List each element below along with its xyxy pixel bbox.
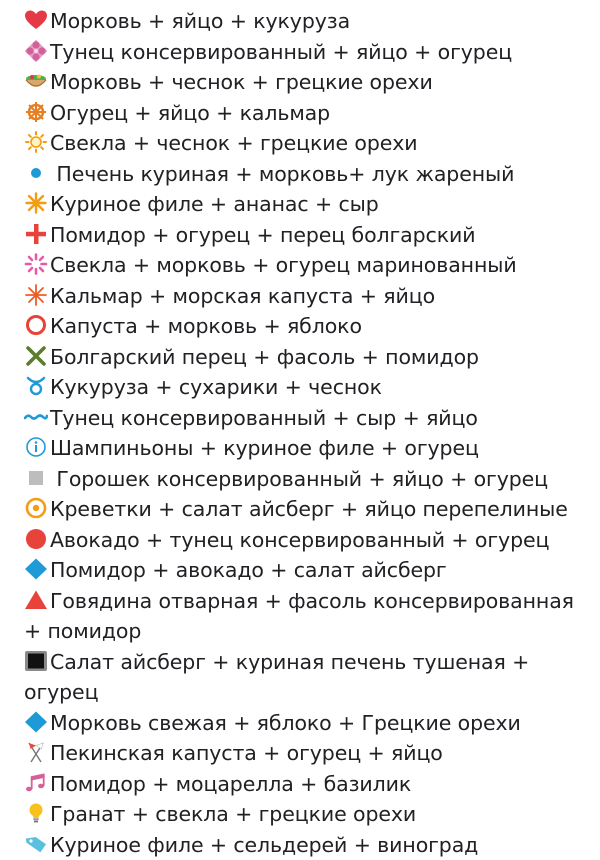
blue-dot-icon	[24, 162, 50, 184]
list-item	[24, 555, 584, 586]
list-item-text: Тунец консервированный + сыр + яйцо	[50, 406, 478, 430]
cross-mark-icon	[24, 345, 50, 367]
list-item	[24, 738, 584, 769]
list-item	[24, 189, 584, 220]
list-item	[24, 830, 584, 860]
music-notes-icon	[24, 772, 50, 794]
list-item-text: Морковь + чеснок + грецкие орехи	[50, 70, 433, 94]
gray-square-icon	[24, 467, 50, 489]
blue-diamond-icon	[24, 711, 50, 733]
list-item-text: Помидор + моцарелла + базилик	[50, 772, 411, 796]
list-item-text: Печень куриная + морковь+ лук жареный	[50, 162, 514, 186]
list-item	[24, 311, 584, 342]
list-item	[24, 464, 584, 495]
list-item-text: Куриное филе + сельдерей + виноград	[50, 833, 478, 857]
eight-point-star-icon	[24, 284, 50, 306]
list-item	[24, 799, 584, 830]
list-item	[24, 98, 584, 129]
list-item	[24, 494, 584, 525]
heart-icon	[24, 9, 50, 31]
red-triangle-icon	[24, 589, 50, 611]
list-item-text: Огурец + яйцо + кальмар	[50, 101, 330, 125]
ship-wheel-icon	[24, 101, 50, 123]
list-item-text: Пекинская капуста + огурец + яйцо	[50, 741, 443, 765]
sun-icon	[24, 131, 50, 153]
salad-bowl-icon	[24, 70, 50, 92]
list-item-text: Свекла + чеснок + грецкие орехи	[50, 131, 418, 155]
list-item-text: Морковь свежая + яблоко + Грецкие орехи	[50, 711, 521, 735]
list-item-text: Горошек консервированный + яйцо + огурец	[50, 467, 548, 491]
list-item-text: Свекла + морковь + огурец маринованный	[50, 253, 517, 277]
list-item	[24, 220, 584, 251]
list-item	[24, 708, 584, 739]
circle-outline-icon	[24, 314, 50, 336]
list-item	[24, 647, 584, 708]
list-item	[24, 403, 584, 434]
info-icon	[24, 436, 50, 458]
list-item-text: Помидор + огурец + перец болгарский	[50, 223, 475, 247]
wavy-dash-icon	[24, 406, 50, 428]
crossed-flags-icon	[24, 741, 50, 763]
list-item-text: Креветки + салат айсберг + яйцо перепелиные	[50, 497, 568, 521]
list-item-text: Морковь + яйцо + кукуруза	[50, 9, 350, 33]
list-item	[24, 250, 584, 281]
list-item-text: Помидор + авокадо + салат айсберг	[50, 558, 447, 582]
light-bulb-icon	[24, 802, 50, 824]
list-item	[24, 128, 584, 159]
list-item-text: Шампиньоны + куриное филе + огурец	[50, 436, 479, 460]
target-icon	[24, 497, 50, 519]
sparkle-icon	[24, 253, 50, 275]
list-item	[24, 37, 584, 68]
list-item-text: Кукуруза + сухарики + чеснок	[50, 375, 382, 399]
list-item	[24, 342, 584, 373]
asterisk-icon	[24, 192, 50, 214]
list-item-text: Салат айсберг + куриная печень тушеная + огурец	[24, 650, 529, 705]
list-item-text: Тунец консервированный + яйцо + огурец	[50, 40, 512, 64]
list-item	[24, 586, 584, 647]
list-item	[24, 769, 584, 800]
list-item	[24, 159, 584, 190]
list-item	[24, 67, 584, 98]
label-tag-icon	[24, 833, 50, 855]
taurus-icon	[24, 375, 50, 397]
list-item-text: Кальмар + морская капуста + яйцо	[50, 284, 435, 308]
list-item-text: Говядина отварная + фасоль консервированная + помидор	[24, 589, 574, 644]
list-item	[24, 372, 584, 403]
list-item-text: Куриное филе + ананас + сыр	[50, 192, 379, 216]
list-item	[24, 6, 584, 37]
list-item-text: Авокадо + тунец консервированный + огурец	[50, 528, 549, 552]
list-item-text: Болгарский перец + фасоль + помидор	[50, 345, 479, 369]
flower-diamond-icon	[24, 40, 50, 62]
list-item-text: Гранат + свекла + грецкие орехи	[50, 802, 416, 826]
list-item	[24, 281, 584, 312]
black-square-icon	[24, 650, 50, 672]
blue-diamond-icon	[24, 558, 50, 580]
list-item-text: Капуста + морковь + яблоко	[50, 314, 362, 338]
list-item	[24, 525, 584, 556]
red-circle-icon	[24, 528, 50, 550]
list-item	[24, 433, 584, 464]
plus-icon	[24, 223, 50, 245]
